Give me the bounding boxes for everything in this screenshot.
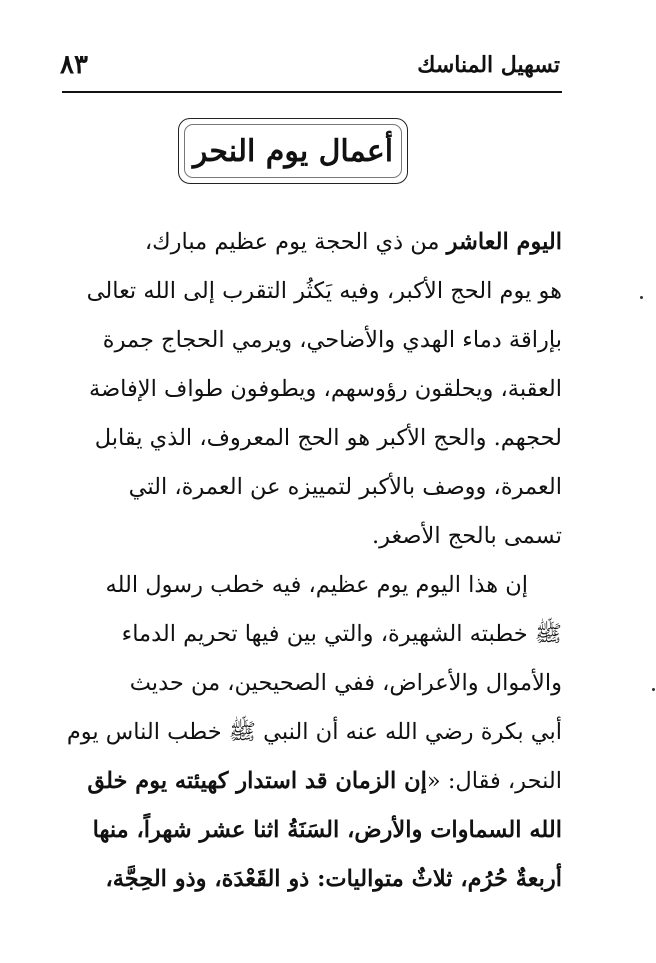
- text-span: أبي بكرة رضي الله عنه أن النبي ﷺ خطب الناس يوم: [66, 719, 562, 745]
- text-span: لحجهم. والحج الأكبر هو الحج المعروف، الذي يقابل: [94, 425, 562, 451]
- text-line: [62, 512, 562, 561]
- text-line: [62, 806, 562, 855]
- text-line: [62, 414, 562, 463]
- page-number: ٨٣: [60, 50, 88, 80]
- text-line: [62, 659, 562, 708]
- text-span: تسمى بالحج الأصغر.: [371, 523, 562, 549]
- bold-text-span: الله السماوات والأرض، السَنَةُ اثنا عشر شهراً، منها: [92, 817, 562, 843]
- text-line: [62, 267, 562, 316]
- margin-dot: [652, 688, 655, 691]
- page-header: [60, 50, 560, 88]
- text-line: [62, 855, 562, 904]
- text-line: [62, 316, 562, 365]
- text-span: النحر، فقال: «: [426, 768, 562, 794]
- text-span: ﷺ خطبته الشهيرة، والتي بين فيها تحريم الدماء: [121, 621, 562, 647]
- text-line: [62, 708, 562, 757]
- bold-text-span: اليوم العاشر: [446, 229, 562, 255]
- text-span: بإراقة دماء الهدي والأضاحي، ويرمي الحجاج جمرة: [102, 327, 562, 353]
- text-line: [62, 610, 562, 659]
- text-span: من ذي الحجة يوم عظيم مبارك،: [144, 229, 447, 255]
- body-text: [62, 218, 562, 904]
- margin-dot: [640, 296, 643, 299]
- section-title: أعمال يوم النحر: [192, 133, 394, 169]
- book-title: تسهيل المناسك: [417, 52, 560, 78]
- header-rule: [62, 91, 562, 93]
- text-line: [62, 561, 562, 610]
- text-span: والأموال والأعراض، ففي الصحيحين، من حديث: [129, 670, 562, 696]
- section-title-frame: [178, 118, 408, 184]
- text-span: العمرة، ووصف بالأكبر لتمييزه عن العمرة، التي: [128, 474, 562, 500]
- text-line: [62, 218, 562, 267]
- text-span: هو يوم الحج الأكبر، وفيه يَكثُر التقرب إلى الله تعالى: [86, 278, 562, 304]
- text-span: العقبة، ويحلقون رؤوسهم، ويطوفون طواف الإفاضة: [89, 376, 562, 402]
- section-title-inner-frame: [184, 124, 402, 178]
- text-line: [62, 463, 562, 512]
- bold-text-span: أربعةٌ حُرُم، ثلاثٌ متواليات: ذو القَعْدَة، وذو الحِجَّة،: [105, 866, 562, 892]
- text-span: إن هذا اليوم يوم عظيم، فيه خطب رسول الله: [105, 572, 528, 598]
- text-line: [62, 757, 562, 806]
- text-line: [62, 365, 562, 414]
- bold-text-span: إن الزمان قد استدار كهيئته يوم خلق: [87, 768, 427, 794]
